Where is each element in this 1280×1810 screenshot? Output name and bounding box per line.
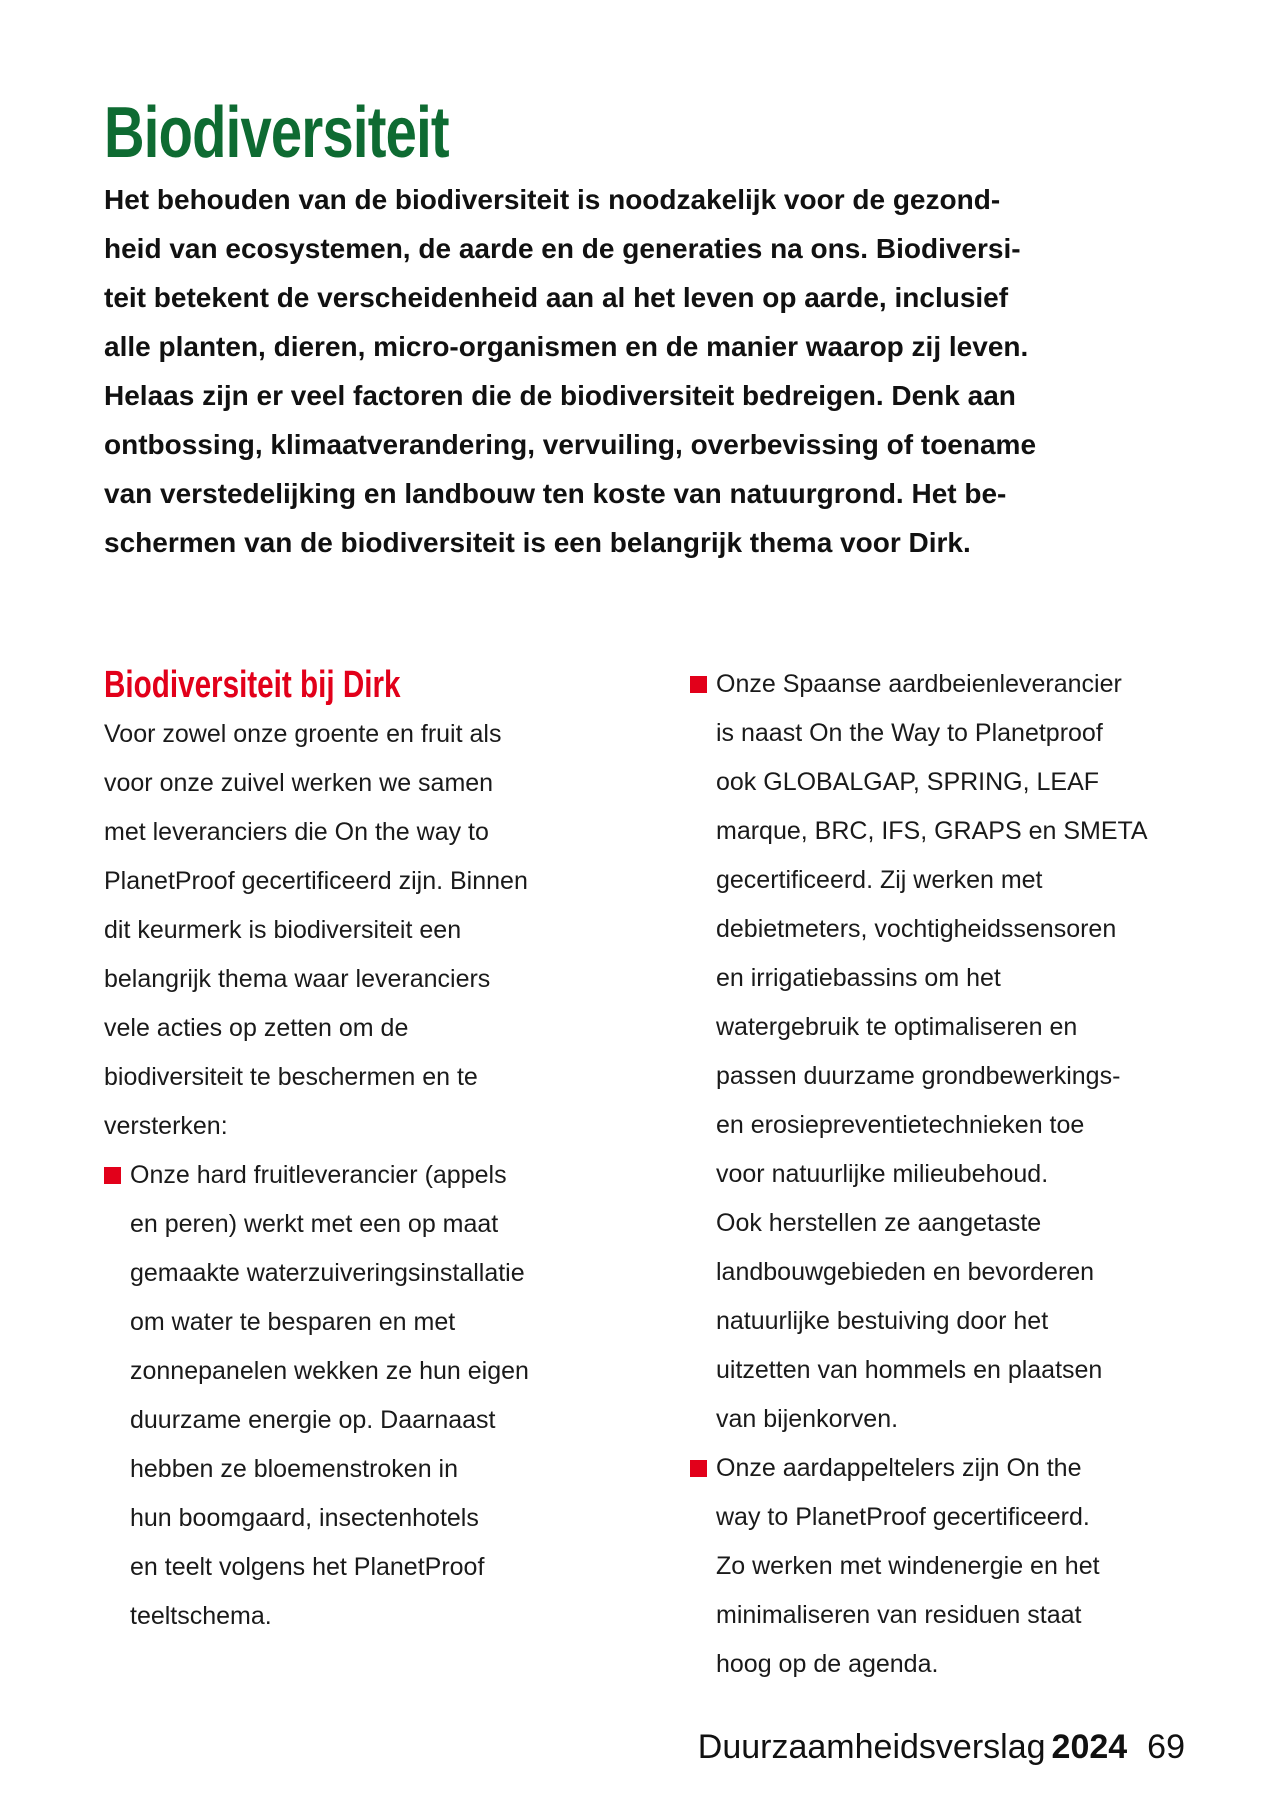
bullet-item bbox=[690, 1444, 1210, 1689]
text-line: dit keurmerk is biodiversiteit een bbox=[104, 916, 462, 944]
text-line: voor natuurlijke milieubehoud. bbox=[716, 1160, 1049, 1188]
bullet-list-right bbox=[690, 660, 1210, 1689]
text-line: Onze aardappeltelers zijn On the bbox=[716, 1454, 1082, 1482]
text-line: zonnepanelen wekken ze hun eigen bbox=[130, 1357, 529, 1385]
text-line: belangrijk thema waar leveranciers bbox=[104, 965, 491, 993]
text-line: minimaliseren van residuen staat bbox=[716, 1601, 1082, 1629]
text-line: vele acties op zetten om de bbox=[104, 1014, 409, 1042]
text-line: hebben ze bloemenstroken in bbox=[130, 1455, 459, 1483]
bullet-item bbox=[104, 1151, 604, 1641]
text-line: met leveranciers die On the way to bbox=[104, 818, 489, 846]
left-column bbox=[104, 660, 604, 1641]
text-line: en erosiepreventietechnieken toe bbox=[716, 1111, 1085, 1139]
text-line: biodiversiteit te beschermen en te bbox=[104, 1063, 478, 1091]
text-line: hoog op de agenda. bbox=[716, 1650, 939, 1678]
bullet-square-icon bbox=[104, 1167, 121, 1184]
text-line: way to PlanetProof gecertificeerd. bbox=[716, 1503, 1090, 1531]
text-line: voor onze zuivel werken we samen bbox=[104, 769, 494, 797]
text-line: gemaakte waterzuiveringsinstallatie bbox=[130, 1259, 525, 1287]
text-line: van bijenkorven. bbox=[716, 1405, 899, 1433]
text-line: versterken: bbox=[104, 1112, 228, 1140]
page-number: 69 bbox=[1147, 1728, 1185, 1766]
text-line: teeltschema. bbox=[130, 1602, 272, 1630]
text-line: ook GLOBALGAP, SPRING, LEAF bbox=[716, 768, 1100, 796]
text-line: en peren) werkt met een op maat bbox=[130, 1210, 499, 1238]
text-line: watergebruik te optimaliseren en bbox=[716, 1013, 1078, 1041]
text-line: landbouwgebieden en bevorderen bbox=[716, 1258, 1095, 1286]
text-line: Ook herstellen ze aangetaste bbox=[716, 1209, 1042, 1237]
bullet-square-icon bbox=[690, 1460, 707, 1477]
text-line: Helaas zijn er veel factoren die de biodiversiteit bedreigen. Denk aan bbox=[104, 380, 1016, 411]
text-line: Zo werken met windenergie en het bbox=[716, 1552, 1100, 1580]
text-line: om water te besparen en met bbox=[130, 1308, 456, 1336]
bullet-square-icon bbox=[690, 676, 707, 693]
text-line: duurzame energie op. Daarnaast bbox=[130, 1406, 496, 1434]
text-line: Voor zowel onze groente en fruit als bbox=[104, 720, 502, 748]
text-line: schermen van de biodiversiteit is een belangrijk thema voor Dirk. bbox=[104, 527, 971, 558]
text-line: teit betekent de verscheidenheid aan al het leven op aarde, inclusief bbox=[104, 282, 1009, 313]
text-line: Het behouden van de biodiversiteit is noodzakelijk voor de gezond- bbox=[104, 184, 1001, 215]
text-line: uitzetten van hommels en plaatsen bbox=[716, 1356, 1103, 1384]
bullet-item bbox=[690, 660, 1210, 1444]
bullet-list-left bbox=[104, 1151, 604, 1641]
section-subtitle: Biodiversiteit bij Dirk bbox=[104, 663, 401, 706]
text-line: gecertificeerd. Zij werken met bbox=[716, 866, 1043, 894]
text-line: is naast On the Way to Planetproof bbox=[716, 719, 1103, 747]
text-line: alle planten, dieren, micro-organismen en de manier waarop zij leven. bbox=[104, 331, 1029, 362]
text-line: debietmeters, vochtigheidssensoren bbox=[716, 915, 1117, 943]
text-line: van verstedelijking en landbouw ten koste van natuurgrond. Het be- bbox=[104, 478, 1007, 509]
text-line: natuurlijke bestuiving door het bbox=[716, 1307, 1049, 1335]
text-line: ontbossing, klimaatverandering, vervuiling, overbevissing of toename bbox=[104, 429, 1037, 460]
report-year: 2024 bbox=[1051, 1728, 1128, 1766]
text-line: Onze Spaanse aardbeienleverancier bbox=[716, 670, 1122, 698]
text-line: en irrigatiebassins om het bbox=[716, 964, 1001, 992]
text-line: heid van ecosystemen, de aarde en de generaties na ons. Biodiversi- bbox=[104, 233, 1021, 264]
right-column bbox=[690, 660, 1210, 1689]
page-title: Biodiversiteit bbox=[104, 93, 449, 173]
text-line: PlanetProof gecertificeerd zijn. Binnen bbox=[104, 867, 528, 895]
text-line: passen duurzame grondbewerkings- bbox=[716, 1062, 1121, 1090]
text-line: Onze hard fruitleverancier (appels bbox=[130, 1161, 507, 1189]
text-line: marque, BRC, IFS, GRAPS en SMETA bbox=[716, 817, 1148, 845]
intro-paragraph bbox=[104, 175, 1184, 567]
text-line: hun boomgaard, insectenhotels bbox=[130, 1504, 479, 1532]
page-footer bbox=[698, 1728, 1185, 1767]
report-name: Duurzaamheidsverslag bbox=[697, 1728, 1046, 1766]
section-paragraph bbox=[104, 710, 604, 1151]
text-line: en teelt volgens het PlanetProof bbox=[130, 1553, 485, 1581]
